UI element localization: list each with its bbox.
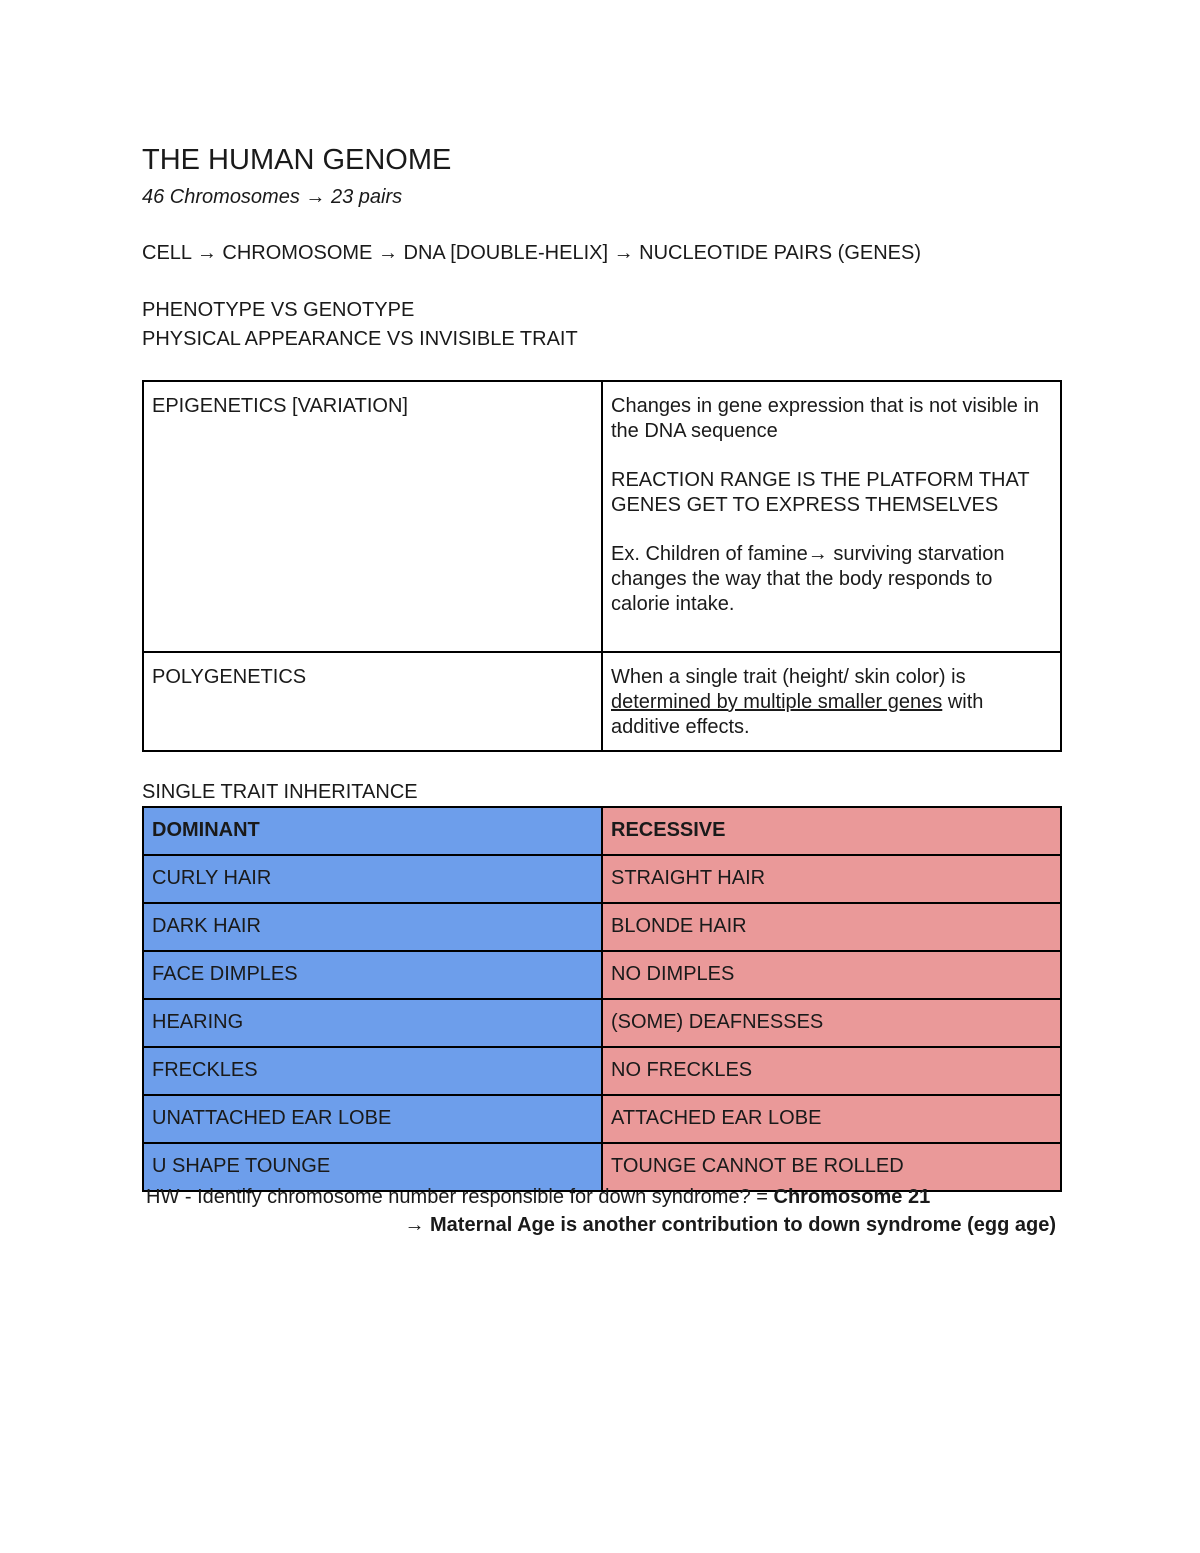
definition-cell: [602, 652, 1061, 751]
definition-paragraph: Ex. Children of famine→ surviving starvation changes the way that the body responds to calorie intake.: [611, 543, 1005, 615]
recessive-cell: BLONDE HAIR: [602, 903, 1061, 951]
table-row: [143, 1095, 1061, 1143]
recessive-cell: NO FRECKLES: [602, 1047, 1061, 1095]
term-cell: POLYGENETICS: [143, 652, 602, 751]
table-row: [143, 951, 1061, 999]
homework-answer: Chromosome 21: [773, 1186, 931, 1208]
recessive-header: RECESSIVE: [602, 807, 1061, 855]
definition-paragraph: Changes in gene expression that is not visible in the DNA sequence: [611, 395, 1040, 442]
table-header-row: [143, 807, 1061, 855]
maternal-age-note: → Maternal Age is another contribution to down syndrome (egg age): [404, 1214, 1056, 1236]
homework-question: HW - Identify chromosome number responsible for down syndrome? =: [146, 1186, 774, 1208]
table-row: [143, 652, 1061, 751]
page-title: THE HUMAN GENOME: [142, 144, 452, 176]
dominant-cell: DARK HAIR: [143, 903, 602, 951]
subtitle: 46 Chromosomes → 23 pairs: [142, 186, 403, 208]
table-row: [143, 1047, 1061, 1095]
flow-line: CELL → CHROMOSOME → DNA [DOUBLE-HELIX] → NUCLEOTIDE PAIRS (GENES): [142, 242, 922, 264]
homework-line: [146, 1184, 930, 1210]
dominant-cell: HEARING: [143, 999, 602, 1047]
dominant-cell: FACE DIMPLES: [143, 951, 602, 999]
recessive-cell: STRAIGHT HAIR: [602, 855, 1061, 903]
phenotype-line: PHENOTYPE VS GENOTYPE: [142, 299, 415, 321]
table-row: [143, 381, 1061, 652]
dominant-header: DOMINANT: [143, 807, 602, 855]
table-row: [143, 999, 1061, 1047]
definition-paragraph: REACTION RANGE IS THE PLATFORM THAT GENES GET TO EXPRESS THEMSELVES: [611, 469, 1030, 516]
section-heading: SINGLE TRAIT INHERITANCE: [142, 781, 418, 803]
dominant-cell: CURLY HAIR: [143, 855, 602, 903]
definition-cell: [602, 381, 1061, 652]
traits-table: [142, 806, 1062, 1192]
dominant-cell: FRECKLES: [143, 1047, 602, 1095]
dominant-cell: UNATTACHED EAR LOBE: [143, 1095, 602, 1143]
definition-text: When a single trait (height/ skin color) is: [611, 666, 966, 688]
term-cell: EPIGENETICS [VARIATION]: [143, 381, 602, 652]
table-row: [143, 855, 1061, 903]
appearance-line: PHYSICAL APPEARANCE VS INVISIBLE TRAIT: [142, 328, 578, 350]
recessive-cell: ATTACHED EAR LOBE: [602, 1095, 1061, 1143]
recessive-cell: (SOME) DEAFNESSES: [602, 999, 1061, 1047]
dominant-cell: U SHAPE TOUNGE: [143, 1143, 602, 1191]
recessive-cell: TOUNGE CANNOT BE ROLLED: [602, 1143, 1061, 1191]
definition-text: with additive effects.: [611, 691, 984, 738]
table-row: [143, 903, 1061, 951]
definitions-table: [142, 380, 1062, 752]
underlined-text: determined by multiple smaller genes: [611, 691, 943, 713]
recessive-cell: NO DIMPLES: [602, 951, 1061, 999]
